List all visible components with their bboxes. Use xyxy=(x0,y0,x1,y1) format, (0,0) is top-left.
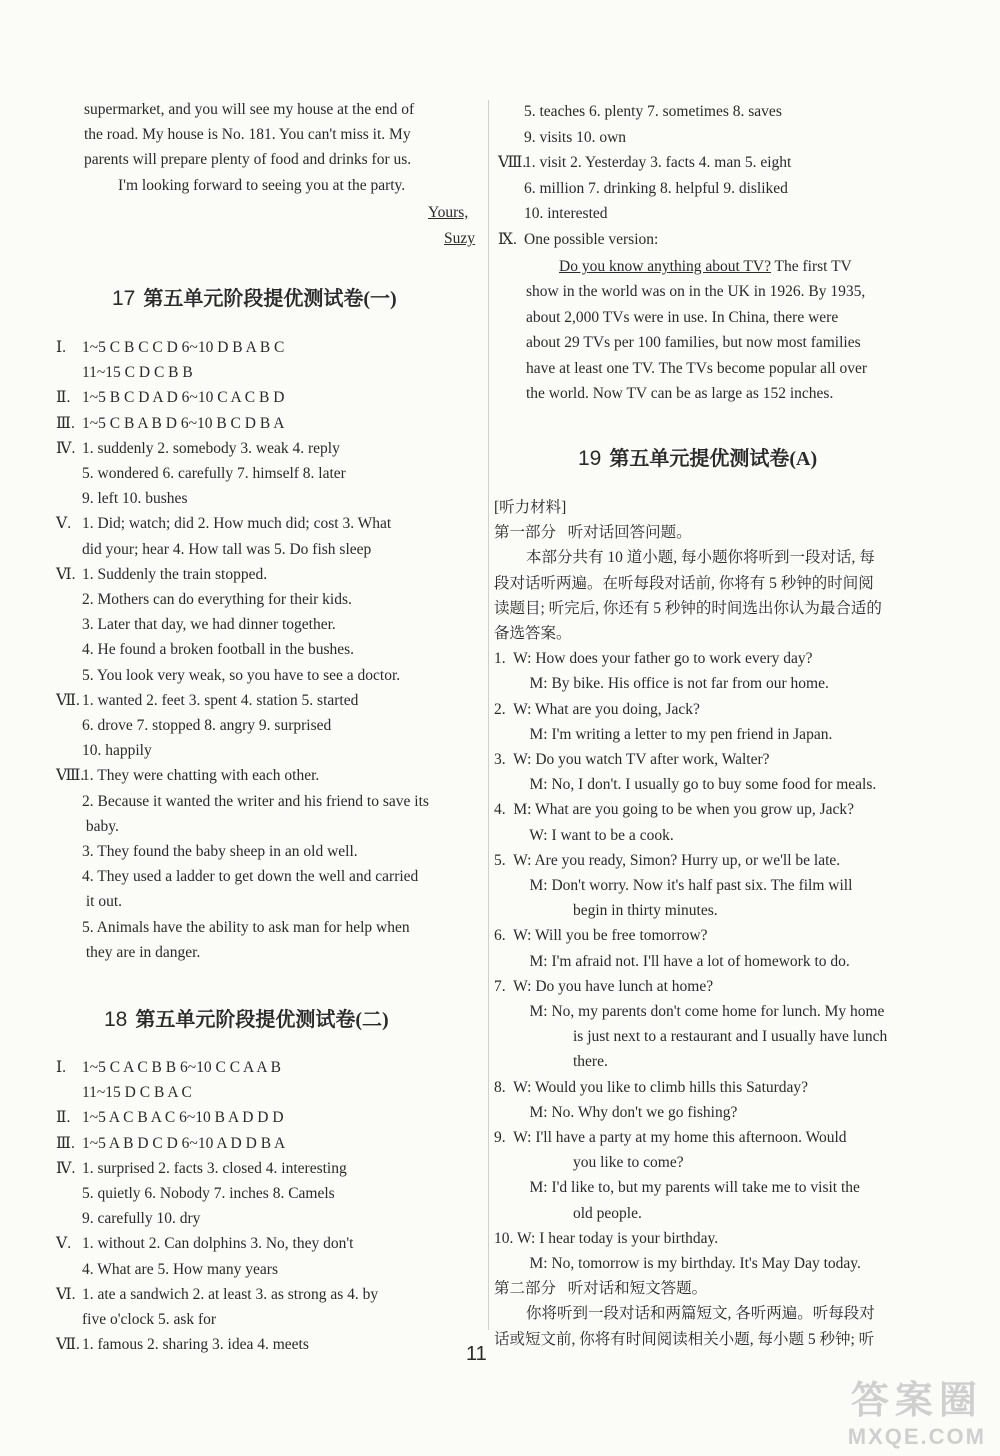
answer-line xyxy=(56,1107,284,1129)
listening-line: M: I'm afraid not. I'll have a lot of homework to do. xyxy=(514,952,850,970)
answer-text: 1~5 A C B A C 6~10 B A D D D xyxy=(82,1109,284,1127)
answer-text: 1. wanted 2. feet 3. spent 4. station 5. started xyxy=(82,691,359,709)
listening-line: 第一部分 听对话回答问题。 xyxy=(494,524,692,542)
answer-text: 4. He found a broken football in the bushes. xyxy=(82,641,355,659)
answer-text: 1. They were chatting with each other. xyxy=(82,767,320,785)
answer-text: 9. visits 10. own xyxy=(524,128,627,146)
roman-numeral: Ⅶ. xyxy=(56,691,80,709)
listening-line: begin in thirty minutes. xyxy=(542,902,718,920)
listening-line: M: I'd like to, but my parents will take me to visit the xyxy=(514,1179,860,1197)
listening-line: 8. W: Would you like to climb hills this Saturday? xyxy=(494,1078,809,1096)
answer-text: 1. surprised 2. facts 3. closed 4. interesting xyxy=(82,1159,347,1177)
roman-numeral: Ⅱ. xyxy=(56,389,71,407)
listening-line: 话或短文前, 你将有时间阅读相关小题, 每小题 5 秒钟; 听 xyxy=(494,1330,875,1348)
answer-line xyxy=(56,413,284,435)
answer-line xyxy=(56,438,340,460)
listening-line: 备选答案。 xyxy=(494,625,572,642)
answer-line xyxy=(498,178,788,200)
listening-line: 9. W: I'll have a party at my home this afternoon. Would xyxy=(494,1129,847,1146)
listening-line: M: I'm writing a letter to my pen friend in Japan. xyxy=(514,725,833,743)
roman-numeral: Ⅷ. xyxy=(498,154,527,172)
roman-numeral: Ⅲ. xyxy=(56,1134,75,1152)
listening-line: 本部分共有 10 道小题, 每小题你将听到一段对话, 每 xyxy=(526,549,875,567)
section-title: 第五单元提优测试卷(A) xyxy=(609,448,818,470)
answer-text: 11~15 C D C B B xyxy=(82,364,193,382)
section-title: 第五单元阶段提优测试卷(一) xyxy=(143,288,397,310)
answer-text: 1~5 C A C B B 6~10 C C A A B xyxy=(82,1059,281,1076)
section-18-heading xyxy=(104,1003,389,1032)
listening-line: 7. W: Do you have lunch at home? xyxy=(494,977,714,995)
answer-text: 1~5 C B A B D 6~10 B C D B A xyxy=(82,414,285,432)
roman-numeral: Ⅳ. xyxy=(56,1159,76,1177)
listening-line: 第二部分 听对话和短文答题。 xyxy=(494,1280,708,1298)
roman-numeral: Ⅴ. xyxy=(56,1235,72,1253)
answer-line xyxy=(56,1284,378,1306)
answer-text: 6. million 7. drinking 8. helpful 9. disliked xyxy=(524,179,788,197)
essay-rest: The first TV xyxy=(770,258,852,275)
listening-line: [听力材料] xyxy=(494,499,567,516)
roman-numeral: Ⅵ. xyxy=(56,565,76,583)
section-number: 17 xyxy=(112,287,136,310)
answer-line xyxy=(56,1183,335,1205)
listening-line: M: No, my parents don't come home for lunch. My home xyxy=(514,1003,885,1020)
answer-text: 1. Suddenly the train stopped. xyxy=(82,565,268,583)
answer-line xyxy=(56,891,122,913)
answer-line xyxy=(56,1082,192,1104)
essay-line: about 2,000 TVs were in use. In China, there were xyxy=(526,308,839,326)
roman-numeral: Ⅷ. xyxy=(56,767,85,785)
answer-line xyxy=(498,229,658,251)
answer-text: 10. happily xyxy=(82,742,152,760)
listening-line: M: No, I don't. I usually go to buy some food for meals. xyxy=(514,776,877,794)
answer-text: five o'clock 5. ask for xyxy=(82,1311,217,1328)
answer-line xyxy=(56,1259,278,1281)
answer-text: 6. drove 7. stopped 8. angry 9. surprised xyxy=(82,717,332,734)
roman-numeral: Ⅲ. xyxy=(56,414,75,432)
answer-line xyxy=(56,765,319,787)
answer-line xyxy=(56,1057,281,1079)
answer-text: 1~5 B C D A D 6~10 C A C B D xyxy=(82,389,285,407)
listening-line: W: I want to be a cook. xyxy=(514,826,674,844)
answer-line xyxy=(56,463,346,485)
answer-line xyxy=(56,1233,353,1255)
essay-first-line xyxy=(559,256,852,278)
watermark-top: 答案圈 xyxy=(850,1380,983,1422)
answer-line xyxy=(56,917,410,939)
answer-text: One possible version: xyxy=(524,231,659,248)
answer-text: 2. Because it wanted the writer and his friend to save its xyxy=(82,792,429,810)
answer-line xyxy=(56,816,119,838)
answer-line xyxy=(56,791,429,813)
listening-line: 2. W: What are you doing, Jack? xyxy=(494,700,700,718)
listening-line: there. xyxy=(542,1053,608,1071)
answer-line xyxy=(56,866,418,888)
essay-line: the world. Now TV can be as large as 152 inches. xyxy=(526,385,834,403)
listening-line: M: No, tomorrow is my birthday. It's May Day today. xyxy=(514,1255,861,1272)
answer-line xyxy=(498,203,608,225)
answer-text: did your; hear 4. How tall was 5. Do fish sleep xyxy=(82,540,372,558)
roman-numeral: Ⅰ. xyxy=(56,339,66,356)
answer-line xyxy=(56,589,352,611)
answer-text: 1. ate a sandwich 2. at least 3. as strong as 4. by xyxy=(82,1285,379,1303)
answer-line xyxy=(56,740,152,762)
answer-line xyxy=(56,564,267,586)
section-19-heading xyxy=(578,442,817,471)
answer-text: 11~15 D C B A C xyxy=(82,1084,192,1102)
letter-closing: Yours, xyxy=(428,204,469,221)
letter-line: the road. My house is No. 181. You can't miss it. My xyxy=(84,126,411,143)
answer-line xyxy=(56,1334,309,1356)
letter-line: parents will prepare plenty of food and drinks for us. xyxy=(84,151,412,168)
answer-line xyxy=(56,665,400,687)
answer-line xyxy=(56,639,354,661)
roman-numeral: Ⅰ. xyxy=(56,1059,66,1076)
answer-line xyxy=(56,690,358,712)
section-title: 第五单元阶段提优测试卷(二) xyxy=(135,1009,389,1031)
essay-line: have at least one TV. The TVs become popular all over xyxy=(526,359,868,377)
listening-line: 你将听到一段对话和两篇短文, 各听两遍。听每段对 xyxy=(526,1305,875,1323)
letter-line: supermarket, and you will see my house at the end of xyxy=(84,101,415,118)
answer-text: 5. teaches 6. plenty 7. sometimes 8. saves xyxy=(524,103,782,120)
answer-text: 5. wondered 6. carefully 7. himself 8. later xyxy=(82,465,346,482)
answer-line xyxy=(56,488,187,510)
listening-line: M: No. Why don't we go fishing? xyxy=(514,1103,738,1121)
listening-line: is just next to a restaurant and I usually have lunch xyxy=(542,1028,888,1046)
answer-text: 1~5 A B D C D 6~10 A D D B A xyxy=(82,1134,286,1152)
roman-numeral: Ⅸ. xyxy=(498,231,517,248)
answer-line xyxy=(56,1133,285,1155)
section-number: 18 xyxy=(104,1008,128,1031)
answer-line xyxy=(498,101,782,123)
answer-line xyxy=(56,841,358,863)
answer-line xyxy=(56,362,193,384)
answer-line xyxy=(498,152,791,174)
watermark-bottom: MXQE.COM xyxy=(847,1424,986,1449)
answer-text: 9. carefully 10. dry xyxy=(82,1210,201,1228)
answer-line xyxy=(56,614,336,636)
answer-text: 1. suddenly 2. somebody 3. weak 4. reply xyxy=(82,439,340,457)
listening-line: you like to come? xyxy=(542,1154,684,1172)
roman-numeral: Ⅴ. xyxy=(56,515,72,533)
answer-text: 10. interested xyxy=(524,205,608,223)
answer-text: 1. without 2. Can dolphins 3. No, they don't xyxy=(82,1235,354,1253)
answer-text: 1. Did; watch; did 2. How much did; cost 3. What xyxy=(82,515,392,533)
answer-text: 5. quietly 6. Nobody 7. inches 8. Camels xyxy=(82,1185,335,1202)
roman-numeral: Ⅶ. xyxy=(56,1336,80,1354)
listening-line: M: Don't worry. Now it's half past six. The film will xyxy=(514,877,853,894)
answer-text: they are in danger. xyxy=(82,943,201,961)
listening-line: 10. W: I hear today is your birthday. xyxy=(494,1229,719,1247)
answer-text: 2. Mothers can do everything for their kids. xyxy=(82,591,352,608)
listening-line: 段对话听两遍。在听每段对话前, 你将有 5 秒钟的时间阅 xyxy=(494,574,874,592)
letter-line: I'm looking forward to seeing you at the party. xyxy=(118,177,406,194)
listening-line: M: By bike. His office is not far from our home. xyxy=(514,675,829,693)
answer-text: 9. left 10. bushes xyxy=(82,490,188,508)
answer-text: 4. What are 5. How many years xyxy=(82,1260,278,1278)
answer-text: 1. famous 2. sharing 3. idea 4. meets xyxy=(82,1336,309,1354)
answer-text: 3. Later that day, we had dinner together. xyxy=(82,616,336,634)
listening-line: 4. M: What are you going to be when you grow up, Jack? xyxy=(494,801,855,819)
essay-line: about 29 TVs per 100 families, but now most families xyxy=(526,334,861,352)
listening-line: 读题目; 听完后, 你还有 5 秒钟的时间选出你认为最合适的 xyxy=(494,599,882,617)
answer-line xyxy=(56,337,284,359)
answer-line xyxy=(56,387,284,409)
letter-signature: Suzy xyxy=(444,230,475,247)
watermark-logo xyxy=(848,1369,986,1450)
listening-line: old people. xyxy=(542,1204,642,1222)
answer-line xyxy=(56,715,331,737)
section-17-heading xyxy=(112,282,397,311)
essay-underlined-sentence: Do you know anything about TV? xyxy=(559,258,771,275)
listening-line: 6. W: Will you be free tomorrow? xyxy=(494,927,708,945)
answer-line xyxy=(56,1309,216,1331)
answer-line xyxy=(56,1158,347,1180)
answer-text: baby. xyxy=(82,817,119,835)
answer-text: 1. visit 2. Yesterday 3. facts 4. man 5. eight xyxy=(524,154,792,172)
roman-numeral: Ⅳ. xyxy=(56,439,76,457)
answer-text: it out. xyxy=(82,893,123,911)
answer-text: 4. They used a ladder to get down the well and carried xyxy=(82,868,419,886)
answer-text: 5. Animals have the ability to ask man for help when xyxy=(82,918,410,936)
answer-line xyxy=(56,539,371,561)
answer-line xyxy=(56,942,200,964)
essay-line: show in the world was on in the UK in 1926. By 1935, xyxy=(526,283,866,300)
section-number: 19 xyxy=(578,447,602,470)
page-number: 11 xyxy=(466,1343,487,1365)
roman-numeral: Ⅵ. xyxy=(56,1285,76,1303)
answer-line xyxy=(498,127,626,149)
answer-text: 5. You look very weak, so you have to see a doctor. xyxy=(82,666,401,684)
answer-line xyxy=(56,513,391,535)
answer-text: 1~5 C B C C D 6~10 D B A B C xyxy=(82,339,285,356)
listening-line: 1. W: How does your father go to work every day? xyxy=(494,650,813,668)
answer-text: 3. They found the baby sheep in an old well. xyxy=(82,843,358,860)
column-divider xyxy=(488,100,489,1330)
answer-line xyxy=(56,1208,200,1230)
listening-line: 5. W: Are you ready, Simon? Hurry up, or we'll be late. xyxy=(494,851,841,869)
listening-line: 3. W: Do you watch TV after work, Walter? xyxy=(494,751,770,768)
roman-numeral: Ⅱ. xyxy=(56,1109,71,1127)
